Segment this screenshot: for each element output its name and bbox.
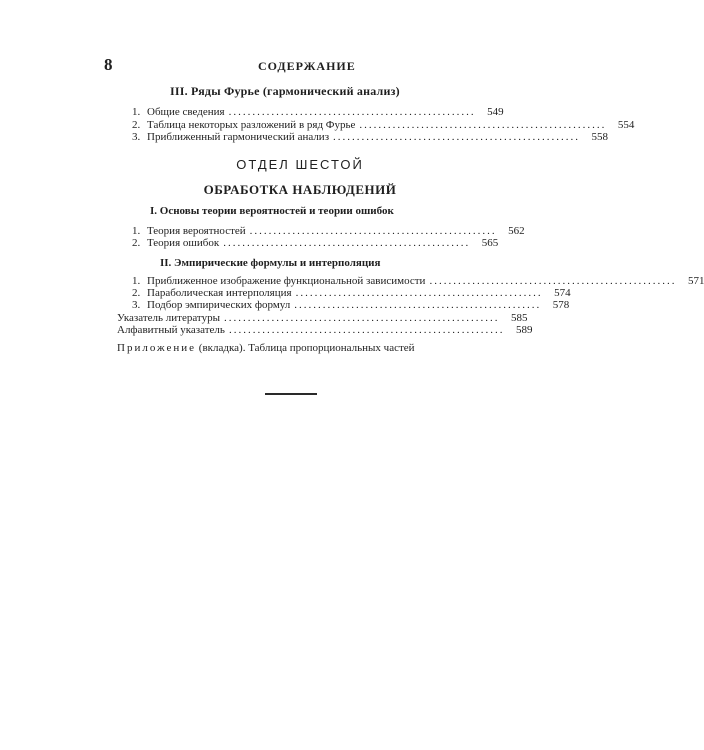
section-heading: II. Эмпирические формулы и интерполяция xyxy=(160,257,381,269)
division-title: ОТДЕЛ ШЕСТОЙ xyxy=(236,157,364,172)
entry-number: 2. xyxy=(132,237,141,249)
toc-entry xyxy=(117,324,533,339)
supplement-line xyxy=(117,343,415,354)
toc-entry xyxy=(132,131,609,146)
supplement-prefix: Приложение xyxy=(117,342,197,354)
dot-leader: .................................................... xyxy=(333,131,581,143)
dot-leader: .................................................... xyxy=(223,237,471,249)
entry-label: Приближенный гармонический анализ xyxy=(147,131,330,143)
entry-page: 578 xyxy=(552,299,570,311)
entry-number: 1. xyxy=(132,275,141,287)
entry-number: 1. xyxy=(132,225,141,237)
entry-number: 2. xyxy=(132,287,141,299)
entry-label: Приближенное изображение функциональной зависимости xyxy=(147,275,426,287)
entry-label: Общие сведения xyxy=(147,106,225,118)
entry-number: 1. xyxy=(132,106,141,118)
entry-page: 571 xyxy=(687,275,704,287)
division-subtitle: ОБРАБОТКА НАБЛЮДЕНИЙ xyxy=(203,182,397,197)
dot-leader: .................................................... xyxy=(429,275,677,287)
page-number: 8 xyxy=(104,55,113,74)
entry-page: 549 xyxy=(487,106,504,118)
entry-label: Параболическая интерполяция xyxy=(147,287,292,299)
entry-label: Подбор эмпирических формул xyxy=(147,299,291,311)
dot-leader: .................................................... xyxy=(294,299,542,311)
entry-number: 2. xyxy=(132,119,141,131)
toc-entry xyxy=(132,237,499,252)
dot-leader: .................................................... xyxy=(295,287,543,299)
entry-page: 565 xyxy=(481,237,499,249)
chapter-heading: III. Ряды Фурье (гармонический анализ) xyxy=(170,84,400,98)
entry-label: Теория вероятностей xyxy=(147,225,246,237)
entry-label: Алфавитный указатель xyxy=(117,324,225,336)
closing-rule xyxy=(265,393,317,395)
entry-page: 589 xyxy=(515,324,533,336)
entry-number: 3. xyxy=(132,299,141,311)
entry-page: 574 xyxy=(554,287,571,299)
entry-page: 554 xyxy=(617,119,635,131)
section-heading: I. Основы теории вероятностей и теории ошибок xyxy=(150,205,394,217)
entry-label: Таблица некоторых разложений в ряд Фурье xyxy=(147,119,356,131)
entry-label: Теория ошибок xyxy=(147,237,220,249)
entry-label: Указатель литературы xyxy=(117,312,220,324)
entry-number: 3. xyxy=(132,131,141,143)
entry-page: 585 xyxy=(511,312,528,324)
running-head: СОДЕРЖАНИЕ xyxy=(258,59,356,73)
entry-page: 558 xyxy=(591,131,609,143)
dot-leader: .......................................................... xyxy=(228,324,505,336)
supplement-text: (вкладка). Таблица пропорциональных частей xyxy=(198,342,415,354)
dot-leader: .................................................... xyxy=(249,225,497,237)
dot-leader: .................................................... xyxy=(228,106,476,118)
entry-page: 562 xyxy=(508,225,525,237)
dot-leader: .................................................... xyxy=(359,119,607,131)
dot-leader: .......................................................... xyxy=(224,312,500,324)
